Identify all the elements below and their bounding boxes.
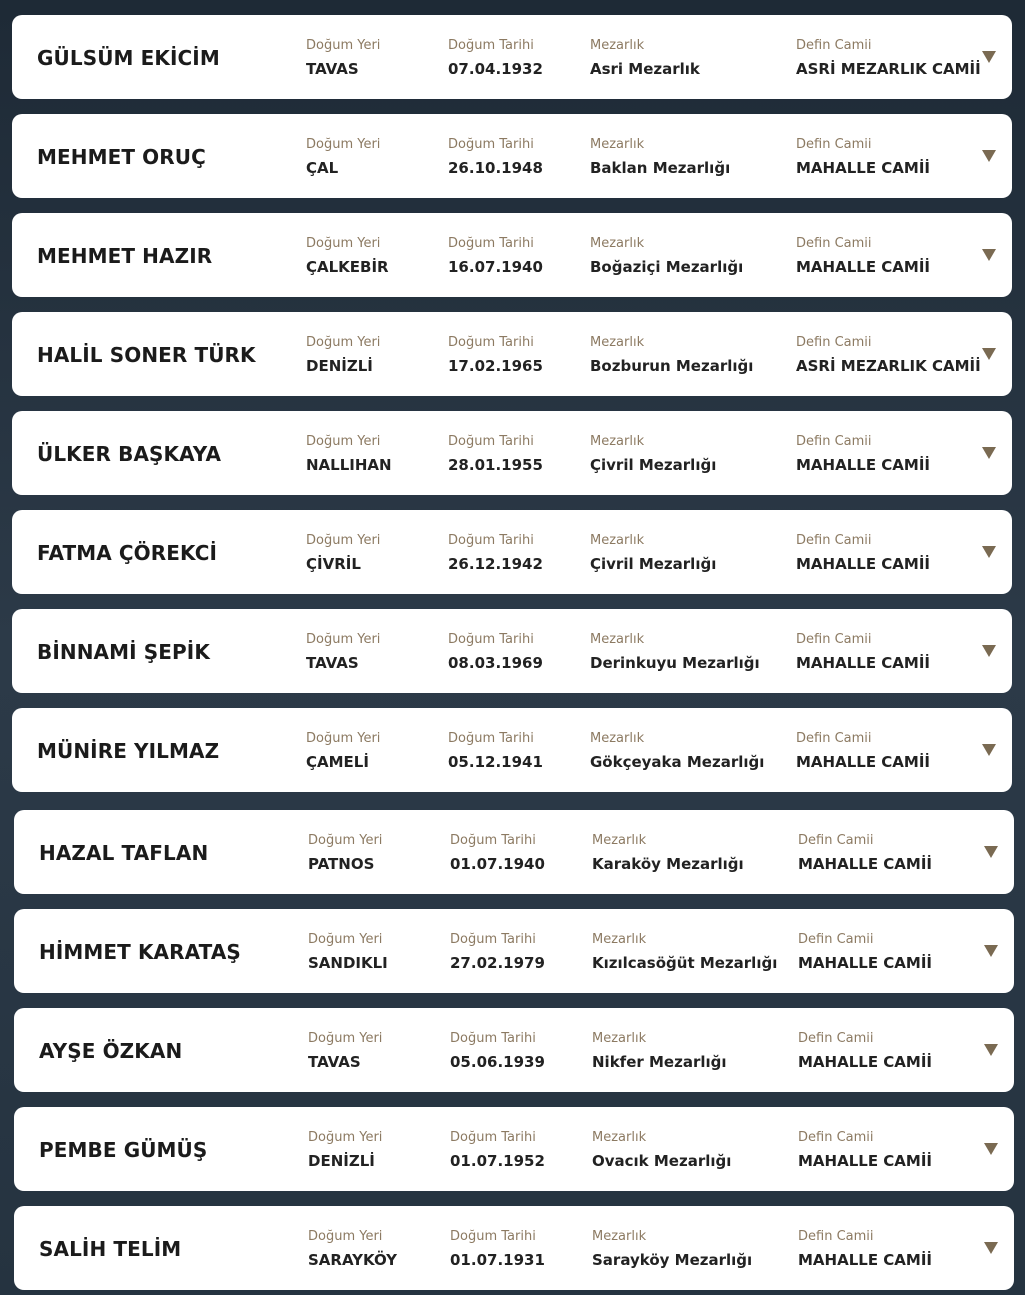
deceased-name: HALİL SONER TÜRK bbox=[37, 343, 256, 367]
birthplace-label: Doğum Yeri bbox=[306, 632, 381, 647]
birthplace-value: PATNOS bbox=[308, 855, 375, 873]
birthdate-label: Doğum Tarihi bbox=[448, 434, 534, 449]
cemetery-label: Mezarlık bbox=[590, 533, 645, 548]
mosque-field bbox=[798, 1129, 932, 1171]
mosque-value: MAHALLE CAMİİ bbox=[798, 1053, 932, 1071]
birthdate-field bbox=[448, 532, 543, 574]
birthplace-value: ÇİVRİL bbox=[306, 555, 361, 573]
cemetery-field bbox=[592, 931, 777, 973]
deceased-name: HAZAL TAFLAN bbox=[39, 841, 209, 865]
expand-toggle-button[interactable] bbox=[974, 42, 1004, 72]
cemetery-value: Bozburun Mezarlığı bbox=[590, 357, 754, 375]
birthplace-field bbox=[306, 235, 389, 277]
birthplace-label: Doğum Yeri bbox=[306, 533, 381, 548]
cemetery-value: Asri Mezarlık bbox=[590, 60, 700, 78]
birthdate-value: 17.02.1965 bbox=[448, 357, 543, 375]
record-card[interactable] bbox=[12, 312, 1012, 396]
birthdate-value: 16.07.1940 bbox=[448, 258, 543, 276]
record-card[interactable] bbox=[12, 411, 1012, 495]
birthplace-value: TAVAS bbox=[306, 654, 359, 672]
cemetery-value: Kızılcasöğüt Mezarlığı bbox=[592, 954, 778, 972]
birthplace-label: Doğum Yeri bbox=[306, 236, 381, 251]
cemetery-label: Mezarlık bbox=[590, 137, 645, 152]
mosque-value: MAHALLE CAMİİ bbox=[798, 1251, 932, 1269]
cemetery-value: Sarayköy Mezarlığı bbox=[592, 1251, 753, 1269]
cemetery-field bbox=[590, 334, 753, 376]
expand-toggle-button[interactable] bbox=[974, 240, 1004, 270]
birthplace-field bbox=[308, 931, 388, 973]
birthplace-label: Doğum Yeri bbox=[308, 1229, 383, 1244]
mosque-field bbox=[796, 334, 981, 376]
birthdate-label: Doğum Tarihi bbox=[448, 236, 534, 251]
cemetery-field bbox=[592, 1129, 731, 1171]
mosque-value: MAHALLE CAMİİ bbox=[798, 855, 932, 873]
mosque-label: Defin Camii bbox=[798, 833, 874, 848]
mosque-field bbox=[798, 1228, 932, 1270]
expand-toggle-button[interactable] bbox=[974, 339, 1004, 369]
mosque-field bbox=[796, 235, 930, 277]
cemetery-field bbox=[590, 136, 730, 178]
mosque-field bbox=[796, 730, 930, 772]
birthdate-field bbox=[450, 1129, 545, 1171]
birthplace-field bbox=[308, 1129, 382, 1171]
mosque-value: MAHALLE CAMİİ bbox=[796, 753, 930, 771]
mosque-field bbox=[798, 832, 932, 874]
birthdate-field bbox=[448, 235, 543, 277]
expand-toggle-button[interactable] bbox=[976, 1035, 1006, 1065]
record-card[interactable] bbox=[12, 213, 1012, 297]
birthplace-value: ÇAMELİ bbox=[306, 753, 369, 771]
birthdate-field bbox=[450, 931, 545, 973]
record-card[interactable] bbox=[12, 15, 1012, 99]
cemetery-field bbox=[592, 1030, 727, 1072]
birthdate-label: Doğum Tarihi bbox=[448, 335, 534, 350]
record-card[interactable] bbox=[14, 909, 1014, 993]
cemetery-value: Çivril Mezarlığı bbox=[590, 456, 717, 474]
cemetery-field bbox=[592, 1228, 752, 1270]
deceased-name: MÜNİRE YILMAZ bbox=[37, 739, 220, 763]
mosque-field bbox=[796, 532, 930, 574]
expand-toggle-button[interactable] bbox=[974, 141, 1004, 171]
birthdate-label: Doğum Tarihi bbox=[448, 632, 534, 647]
cemetery-label: Mezarlık bbox=[590, 335, 645, 350]
deceased-name: GÜLSÜM EKİCİM bbox=[37, 46, 220, 70]
expand-toggle-button[interactable] bbox=[976, 837, 1006, 867]
expand-toggle-button[interactable] bbox=[974, 735, 1004, 765]
mosque-value: MAHALLE CAMİİ bbox=[796, 258, 930, 276]
cemetery-label: Mezarlık bbox=[592, 1229, 647, 1244]
record-card[interactable] bbox=[14, 1008, 1014, 1092]
mosque-field bbox=[796, 37, 981, 79]
mosque-value: MAHALLE CAMİİ bbox=[796, 456, 930, 474]
mosque-value: MAHALLE CAMİİ bbox=[796, 159, 930, 177]
birthdate-field bbox=[448, 631, 543, 673]
birthplace-field bbox=[308, 832, 382, 874]
deceased-name: PEMBE GÜMÜŞ bbox=[39, 1138, 208, 1162]
mosque-field bbox=[796, 136, 930, 178]
cemetery-field bbox=[590, 730, 764, 772]
birthdate-value: 01.07.1931 bbox=[450, 1251, 545, 1269]
deceased-name: HİMMET KARATAŞ bbox=[39, 940, 241, 964]
birthdate-field bbox=[448, 136, 543, 178]
triangle-down-icon bbox=[982, 645, 996, 657]
birthplace-label: Doğum Yeri bbox=[306, 38, 381, 53]
triangle-down-icon bbox=[982, 249, 996, 261]
mosque-value: ASRİ MEZARLIK CAMİİ bbox=[796, 357, 981, 375]
mosque-label: Defin Camii bbox=[796, 731, 872, 746]
cemetery-field bbox=[590, 433, 716, 475]
birthplace-label: Doğum Yeri bbox=[306, 137, 381, 152]
birthdate-value: 27.02.1979 bbox=[450, 954, 545, 972]
birthdate-value: 08.03.1969 bbox=[448, 654, 543, 672]
mosque-field bbox=[798, 931, 932, 973]
triangle-down-icon bbox=[982, 51, 996, 63]
cemetery-field bbox=[590, 235, 743, 277]
birthplace-label: Doğum Yeri bbox=[308, 1031, 383, 1046]
record-card[interactable] bbox=[14, 1206, 1014, 1290]
cemetery-label: Mezarlık bbox=[590, 434, 645, 449]
record-card[interactable] bbox=[14, 810, 1014, 894]
mosque-label: Defin Camii bbox=[796, 434, 872, 449]
mosque-label: Defin Camii bbox=[796, 137, 872, 152]
triangle-down-icon bbox=[984, 1044, 998, 1056]
mosque-label: Defin Camii bbox=[798, 932, 874, 947]
birthplace-field bbox=[308, 1228, 397, 1270]
birthdate-value: 28.01.1955 bbox=[448, 456, 543, 474]
record-card[interactable] bbox=[12, 609, 1012, 693]
birthdate-label: Doğum Tarihi bbox=[450, 1229, 536, 1244]
triangle-down-icon bbox=[982, 348, 996, 360]
birthplace-field bbox=[306, 631, 380, 673]
triangle-down-icon bbox=[984, 846, 998, 858]
mosque-label: Defin Camii bbox=[796, 533, 872, 548]
record-card[interactable] bbox=[12, 114, 1012, 198]
mosque-value: MAHALLE CAMİİ bbox=[796, 654, 930, 672]
mosque-label: Defin Camii bbox=[798, 1130, 874, 1145]
birthplace-value: SANDIKLI bbox=[308, 954, 388, 972]
cemetery-label: Mezarlık bbox=[590, 38, 645, 53]
cemetery-label: Mezarlık bbox=[592, 932, 647, 947]
birthplace-value: TAVAS bbox=[308, 1053, 361, 1071]
expand-toggle-button[interactable] bbox=[976, 1134, 1006, 1164]
cemetery-value: Çivril Mezarlığı bbox=[590, 555, 717, 573]
birthplace-value: DENİZLİ bbox=[308, 1152, 375, 1170]
birthplace-field bbox=[306, 334, 380, 376]
mosque-label: Defin Camii bbox=[798, 1229, 874, 1244]
mosque-label: Defin Camii bbox=[798, 1031, 874, 1046]
deceased-name: FATMA ÇÖREKCİ bbox=[37, 541, 218, 565]
record-card[interactable] bbox=[14, 1107, 1014, 1191]
triangle-down-icon bbox=[984, 1143, 998, 1155]
mosque-label: Defin Camii bbox=[796, 335, 872, 350]
mosque-label: Defin Camii bbox=[796, 38, 872, 53]
birthplace-value: SARAYKÖY bbox=[308, 1251, 398, 1269]
birthplace-value: DENİZLİ bbox=[306, 357, 373, 375]
birthdate-field bbox=[450, 832, 545, 874]
mosque-value: MAHALLE CAMİİ bbox=[798, 954, 932, 972]
birthplace-label: Doğum Yeri bbox=[306, 731, 381, 746]
birthplace-value: ÇAL bbox=[306, 159, 339, 177]
triangle-down-icon bbox=[982, 546, 996, 558]
birthdate-field bbox=[448, 730, 543, 772]
cemetery-value: Gökçeyaka Mezarlığı bbox=[590, 753, 765, 771]
mosque-label: Defin Camii bbox=[796, 632, 872, 647]
cemetery-label: Mezarlık bbox=[592, 1130, 647, 1145]
mosque-value: ASRİ MEZARLIK CAMİİ bbox=[796, 60, 981, 78]
cemetery-field bbox=[590, 37, 700, 79]
cemetery-value: Karaköy Mezarlığı bbox=[592, 855, 744, 873]
birthplace-value: TAVAS bbox=[306, 60, 359, 78]
birthdate-value: 01.07.1940 bbox=[450, 855, 545, 873]
birthplace-field bbox=[306, 136, 380, 178]
birthdate-field bbox=[450, 1030, 545, 1072]
birthdate-value: 05.06.1939 bbox=[450, 1053, 545, 1071]
birthdate-label: Doğum Tarihi bbox=[448, 137, 534, 152]
cemetery-label: Mezarlık bbox=[592, 833, 647, 848]
birthdate-value: 26.12.1942 bbox=[448, 555, 543, 573]
triangle-down-icon bbox=[982, 744, 996, 756]
triangle-down-icon bbox=[984, 1242, 998, 1254]
birthplace-label: Doğum Yeri bbox=[306, 335, 381, 350]
deceased-name: MEHMET ORUÇ bbox=[37, 145, 206, 169]
birthplace-field bbox=[306, 37, 380, 79]
deceased-name: BİNNAMİ ŞEPİK bbox=[37, 640, 210, 664]
birthdate-field bbox=[450, 1228, 545, 1270]
cemetery-value: Boğaziçi Mezarlığı bbox=[590, 258, 744, 276]
birthdate-label: Doğum Tarihi bbox=[450, 833, 536, 848]
birthdate-field bbox=[448, 334, 543, 376]
birthplace-field bbox=[306, 730, 380, 772]
cemetery-value: Nikfer Mezarlığı bbox=[592, 1053, 727, 1071]
cemetery-value: Ovacık Mezarlığı bbox=[592, 1152, 732, 1170]
expand-toggle-button[interactable] bbox=[974, 537, 1004, 567]
expand-toggle-button[interactable] bbox=[974, 636, 1004, 666]
birthdate-label: Doğum Tarihi bbox=[450, 1031, 536, 1046]
triangle-down-icon bbox=[982, 447, 996, 459]
birthdate-label: Doğum Tarihi bbox=[448, 731, 534, 746]
deceased-name: AYŞE ÖZKAN bbox=[39, 1039, 183, 1063]
birthdate-value: 05.12.1941 bbox=[448, 753, 543, 771]
birthplace-field bbox=[306, 532, 380, 574]
expand-toggle-button[interactable] bbox=[976, 936, 1006, 966]
cemetery-value: Baklan Mezarlığı bbox=[590, 159, 731, 177]
birthdate-field bbox=[448, 37, 543, 79]
cemetery-label: Mezarlık bbox=[590, 236, 645, 251]
mosque-field bbox=[796, 631, 930, 673]
cemetery-label: Mezarlık bbox=[592, 1031, 647, 1046]
birthplace-label: Doğum Yeri bbox=[308, 1130, 383, 1145]
record-card[interactable] bbox=[12, 708, 1012, 792]
mosque-value: MAHALLE CAMİİ bbox=[798, 1152, 932, 1170]
triangle-down-icon bbox=[984, 945, 998, 957]
deceased-name: MEHMET HAZIR bbox=[37, 244, 213, 268]
cemetery-field bbox=[590, 532, 716, 574]
birthplace-value: NALLIHAN bbox=[306, 456, 392, 474]
triangle-down-icon bbox=[982, 150, 996, 162]
expand-toggle-button[interactable] bbox=[974, 438, 1004, 468]
mosque-value: MAHALLE CAMİİ bbox=[796, 555, 930, 573]
mosque-field bbox=[796, 433, 930, 475]
birthdate-value: 26.10.1948 bbox=[448, 159, 543, 177]
expand-toggle-button[interactable] bbox=[976, 1233, 1006, 1263]
deceased-name: SALİH TELİM bbox=[39, 1237, 182, 1261]
cemetery-value: Derinkuyu Mezarlığı bbox=[590, 654, 760, 672]
birthdate-value: 01.07.1952 bbox=[450, 1152, 545, 1170]
mosque-label: Defin Camii bbox=[796, 236, 872, 251]
mosque-field bbox=[798, 1030, 932, 1072]
birthplace-label: Doğum Yeri bbox=[306, 434, 381, 449]
birthplace-field bbox=[308, 1030, 382, 1072]
cemetery-label: Mezarlık bbox=[590, 632, 645, 647]
record-card[interactable] bbox=[12, 510, 1012, 594]
birthplace-value: ÇALKEBİR bbox=[306, 258, 389, 276]
birthdate-value: 07.04.1932 bbox=[448, 60, 543, 78]
birthplace-label: Doğum Yeri bbox=[308, 932, 383, 947]
cemetery-field bbox=[592, 832, 744, 874]
deceased-name: ÜLKER BAŞKAYA bbox=[37, 442, 222, 466]
birthdate-label: Doğum Tarihi bbox=[448, 533, 534, 548]
birthplace-field bbox=[306, 433, 392, 475]
birthdate-label: Doğum Tarihi bbox=[450, 1130, 536, 1145]
birthdate-label: Doğum Tarihi bbox=[450, 932, 536, 947]
birthdate-field bbox=[448, 433, 543, 475]
birthdate-label: Doğum Tarihi bbox=[448, 38, 534, 53]
cemetery-label: Mezarlık bbox=[590, 731, 645, 746]
birthplace-label: Doğum Yeri bbox=[308, 833, 383, 848]
cemetery-field bbox=[590, 631, 760, 673]
